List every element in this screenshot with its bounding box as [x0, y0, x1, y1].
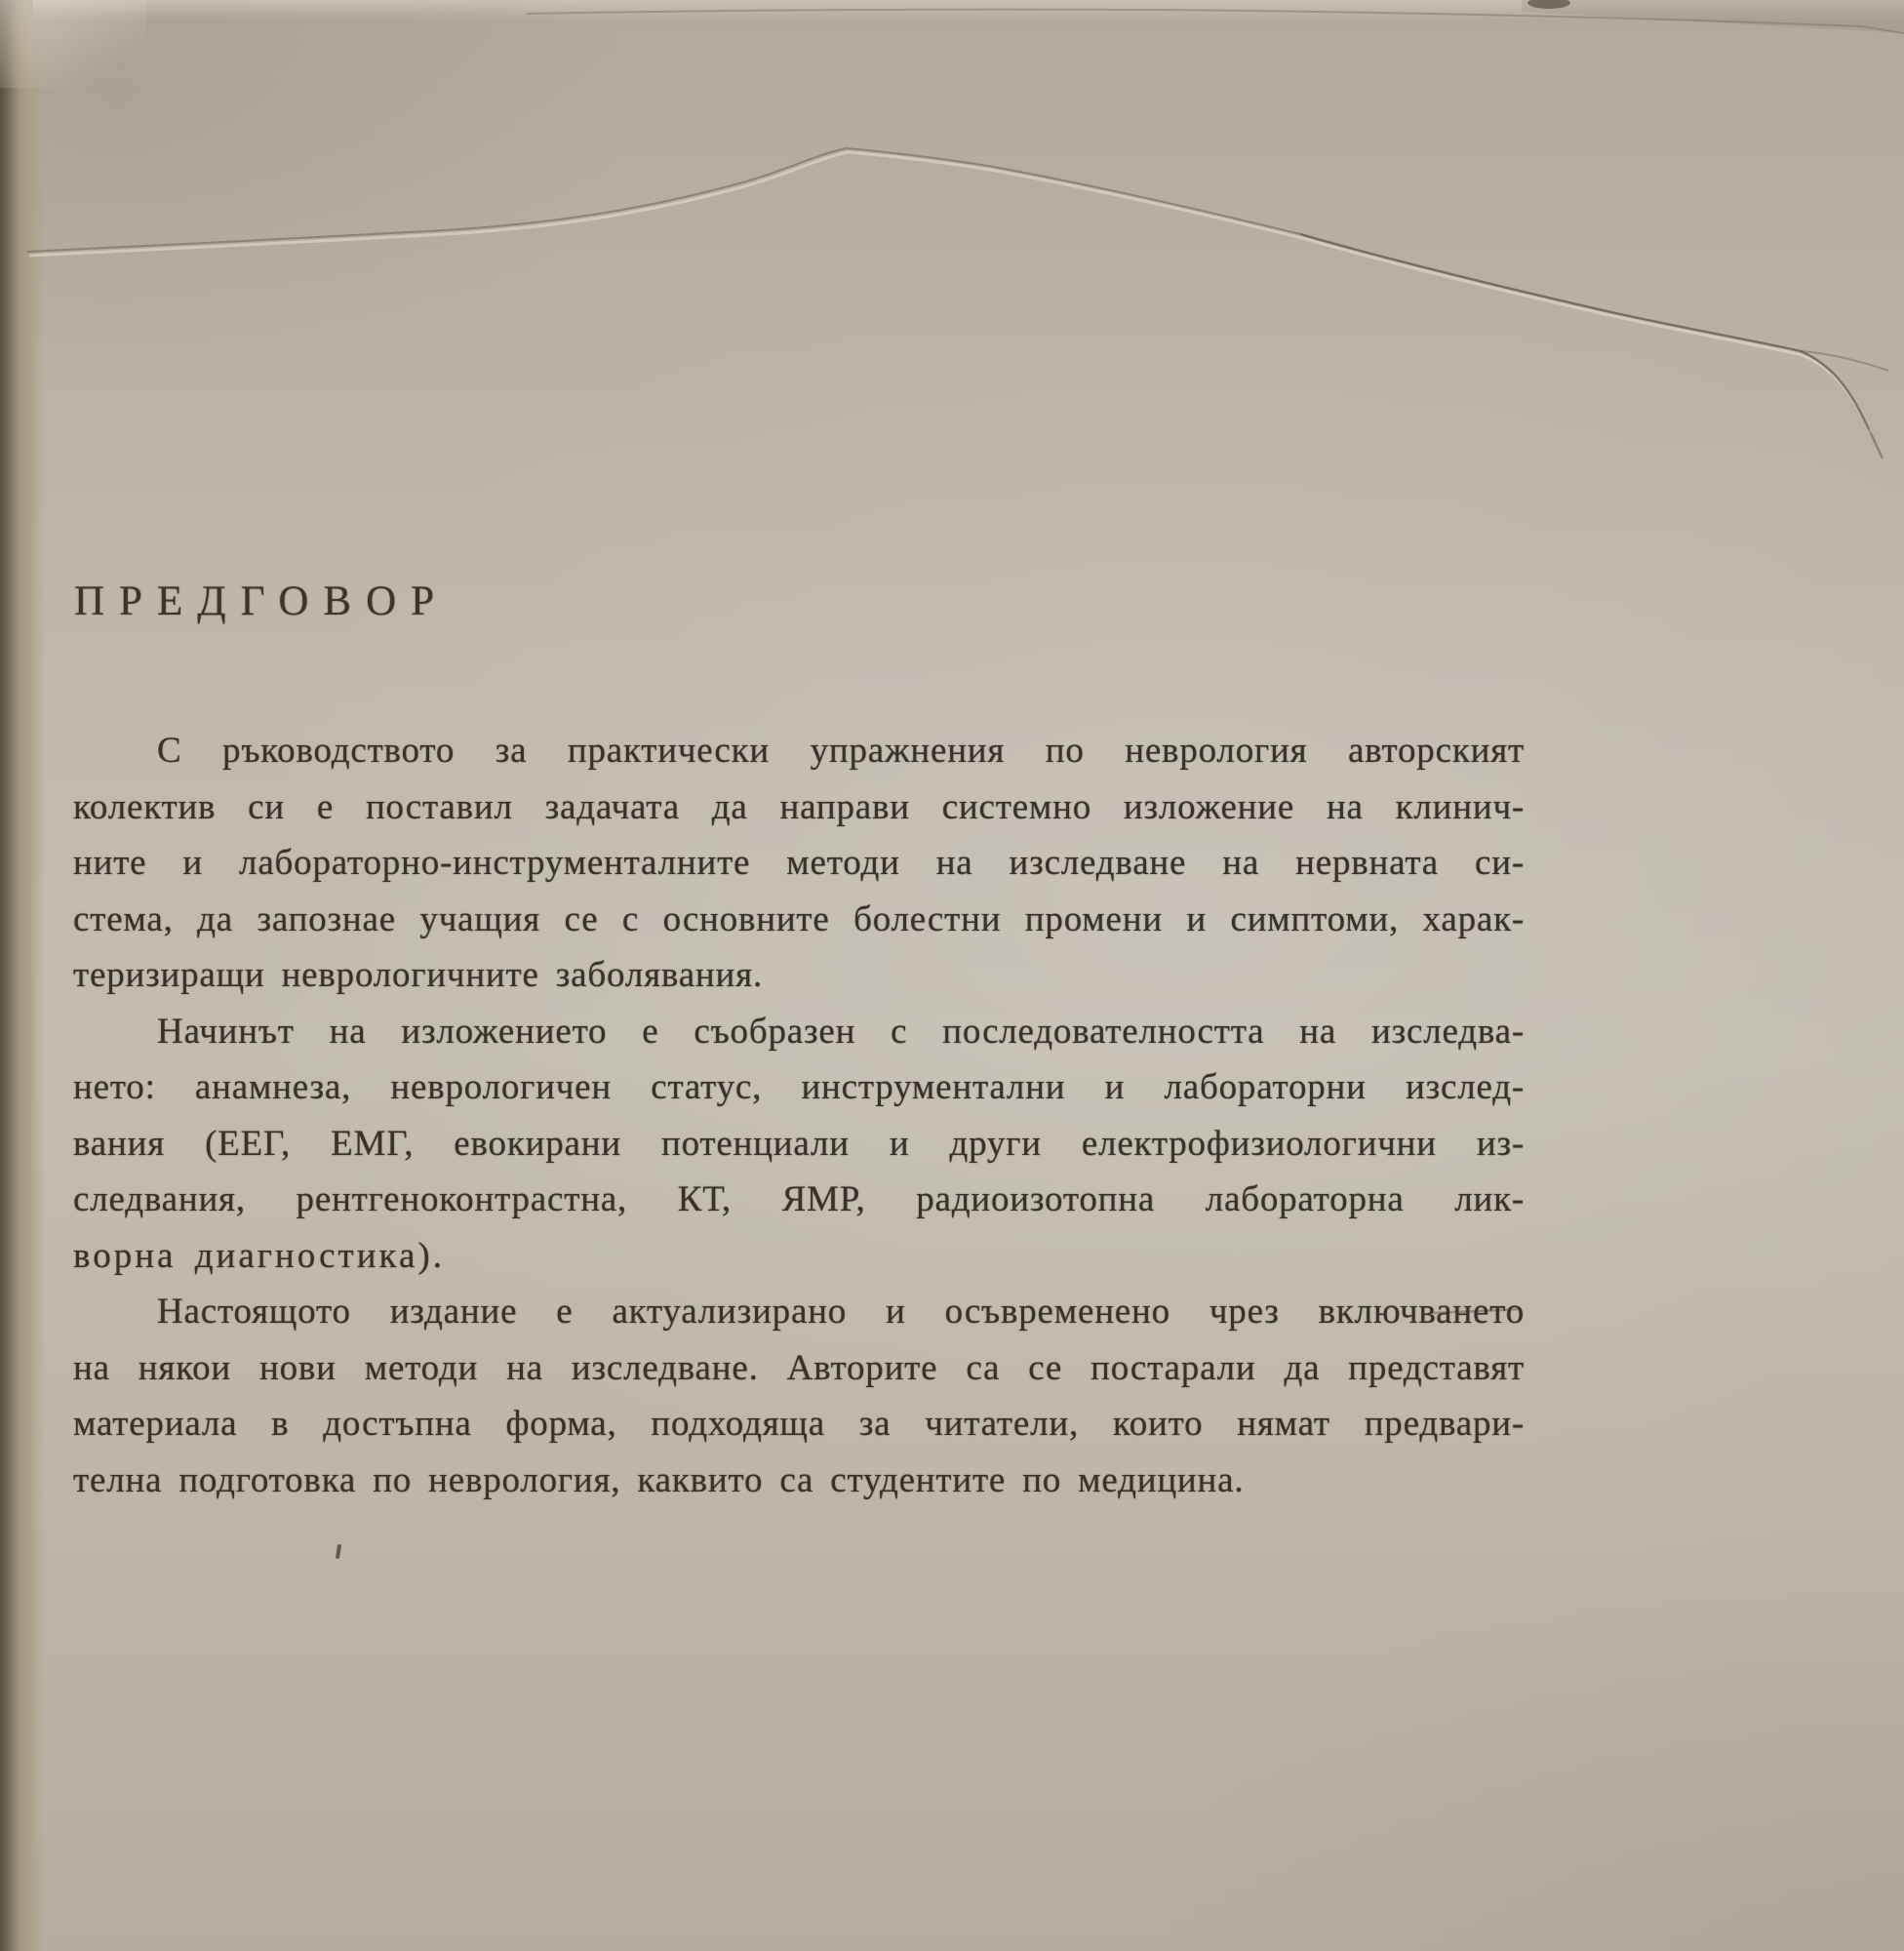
page-top-edge-highlight	[33, 0, 1904, 20]
ink-speck	[336, 1544, 341, 1559]
text-line: телна подготовка по неврология, каквито са студентите по медицина.	[73, 1459, 1245, 1500]
paper-crack-line	[27, 148, 1869, 429]
corner-crease-line	[1300, 234, 1883, 458]
page-title: ПРЕДГОВОР	[74, 578, 450, 624]
text-line: материала в достъпна форма, подходяща за читатели, които нямат предвари-	[73, 1404, 1525, 1444]
preface-text-block	[73, 723, 1525, 1508]
crease-highlight	[29, 152, 1871, 433]
text-line: С ръководството за практически упражнения по неврология авторският	[157, 731, 1525, 771]
text-line: вания (ЕЕГ, ЕМГ, евокирани потенциали и други електрофизиологични из-	[73, 1123, 1525, 1164]
text-line: ворна диагностика).	[73, 1235, 445, 1276]
text-line: колектив си е поставил задачата да направи системно изложение на клинич-	[73, 786, 1525, 827]
text-line: ните и лабораторно-инструменталните методи на изследване на нервната си-	[73, 843, 1525, 883]
text-line: следвания, рентгеноконтрастна, КТ, ЯМР, радиоизотопна лабораторна лик-	[73, 1179, 1525, 1219]
text-line: теризиращи неврологичните заболявания.	[73, 955, 764, 995]
text-line: стема, да запознае учащия се с основните болестни промени и симптоми, харак-	[73, 898, 1525, 939]
text-line: на някои нови методи на изследване. Авторите са се постарали да представят	[73, 1347, 1525, 1388]
text-line: Начинът на изложението е съобразен с последователността на изследва-	[157, 1011, 1525, 1052]
book-gutter-edge	[0, 0, 45, 1951]
crease-fork-line	[1801, 351, 1888, 371]
text-line: нето: анамнеза, неврологичен статус, инструментални и лабораторни изслед-	[73, 1067, 1525, 1107]
text-line: Настоящото издание е актуализирано и осъвременено чрез включването	[157, 1292, 1525, 1332]
